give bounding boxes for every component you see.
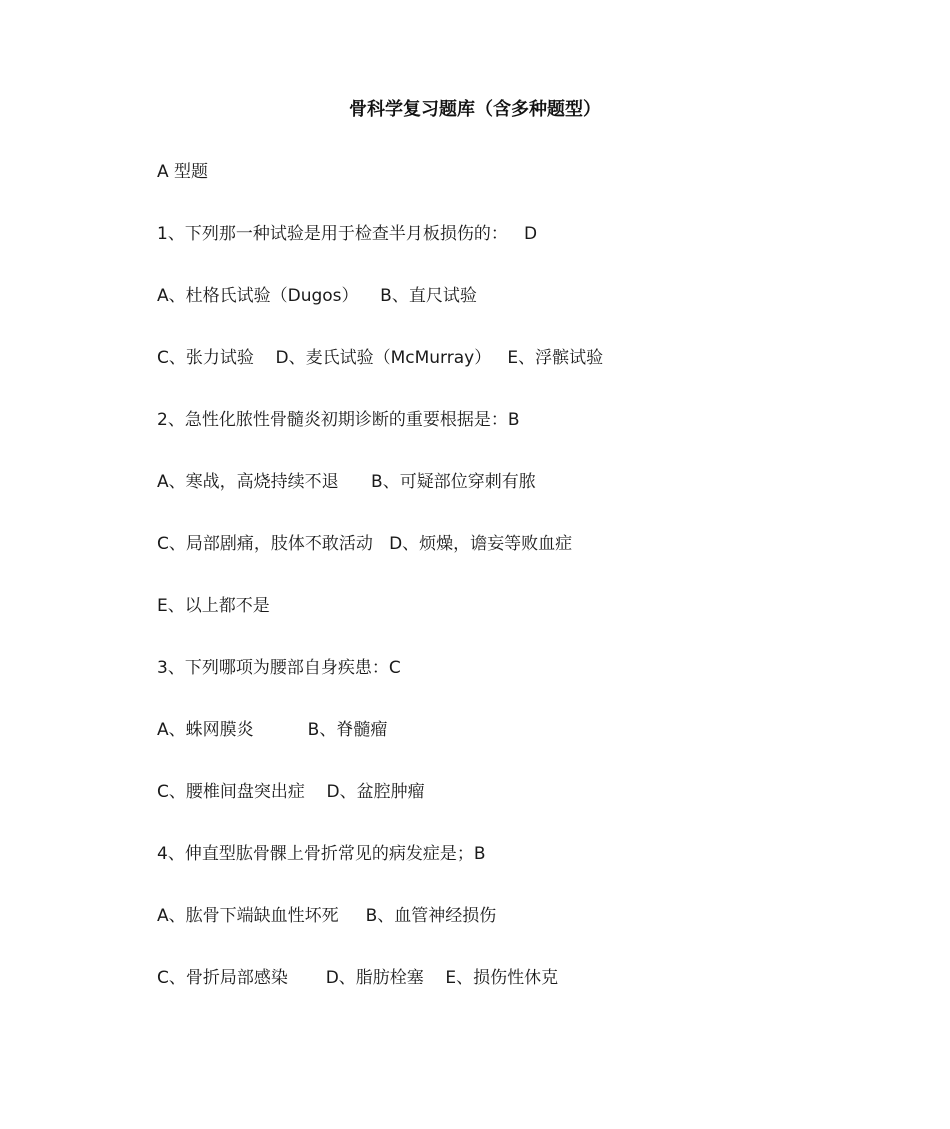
question-1-options-cde: C、张力试验 D、麦氏试验（McMurray） E、浮髌试验 bbox=[157, 348, 604, 368]
question-4-options-cde: C、骨折局部感染 D、脂肪栓塞 E、损伤性休克 bbox=[157, 968, 559, 988]
question-3-options-cd: C、腰椎间盘突出症 D、盆腔肿瘤 bbox=[157, 782, 425, 802]
question-2-options-cd: C、局部剧痛，肢体不敢活动 D、烦燥，谵妄等败血症 bbox=[157, 534, 573, 554]
question-2: 2、急性化脓性骨髓炎初期诊断的重要根据是：B bbox=[157, 410, 520, 430]
question-3-options-ab: A、蛛网膜炎 B、脊髓瘤 bbox=[157, 720, 388, 740]
question-4: 4、伸直型肱骨髁上骨折常见的病发症是；B bbox=[157, 844, 486, 864]
question-4-options-ab: A、肱骨下端缺血性坏死 B、血管神经损伤 bbox=[157, 906, 497, 926]
section-heading: A 型题 bbox=[157, 162, 209, 182]
document-title: 骨科学复习题库（含多种题型） bbox=[349, 99, 601, 120]
question-2-options-ab: A、寒战，高烧持续不退 B、可疑部位穿刺有脓 bbox=[157, 472, 536, 492]
question-3: 3、下列哪项为腰部自身疾患：C bbox=[157, 658, 401, 678]
question-1-options-ab: A、杜格氏试验（Dugos） B、直尺试验 bbox=[157, 286, 477, 306]
question-2-option-e: E、以上都不是 bbox=[157, 596, 270, 616]
question-1: 1、下列那一种试验是用于检查半月板损伤的： D bbox=[157, 224, 538, 244]
